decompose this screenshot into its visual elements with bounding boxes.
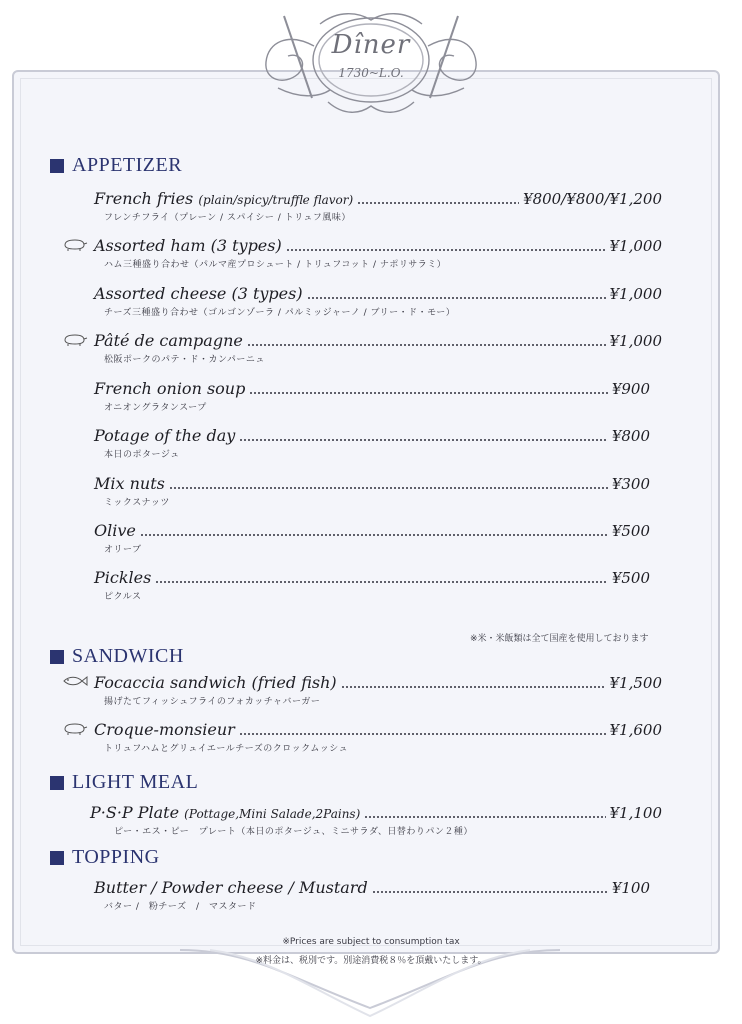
menu-item-assorted-ham bbox=[62, 233, 662, 273]
item-price: ¥300 bbox=[611, 475, 650, 493]
pig-icon bbox=[62, 331, 88, 347]
tax-note-english: ※Prices are subject to consumption tax bbox=[282, 937, 460, 947]
item-japanese: オニオングラタンスープ bbox=[104, 403, 207, 413]
item-price: ¥1,500 bbox=[609, 674, 662, 692]
dot-leader bbox=[239, 439, 608, 441]
item-name: Focaccia sandwich (fried fish) bbox=[94, 673, 337, 692]
emblem-ornament bbox=[248, 2, 494, 124]
section-title: SANDWICH bbox=[72, 645, 184, 667]
dot-leader bbox=[286, 249, 606, 251]
menu-item-focaccia-sandwich bbox=[62, 670, 662, 710]
dot-leader bbox=[239, 733, 606, 735]
item-name: Pâté de campagne bbox=[94, 331, 243, 350]
item-name: French onion soup bbox=[94, 379, 246, 398]
menu-item-toppings bbox=[62, 875, 662, 915]
tax-note-japanese: ※料金は、税別です。別途消費税８％を頂戴いたします。 bbox=[255, 956, 487, 966]
section-topping-heading bbox=[50, 846, 160, 869]
fish-icon bbox=[62, 673, 88, 689]
dot-leader bbox=[169, 487, 608, 489]
emblem-hours: 1730~L.O. bbox=[338, 66, 404, 80]
item-price: ¥1,000 bbox=[609, 332, 662, 350]
dot-leader bbox=[357, 202, 519, 204]
item-japanese: 松阪ポークのパテ・ド・カンパーニュ bbox=[104, 355, 265, 365]
dinner-emblem bbox=[248, 2, 494, 124]
item-name: Olive bbox=[94, 521, 136, 540]
menu-item-mix-nuts bbox=[62, 471, 662, 511]
item-japanese: ハム三種盛り合わせ（パルマ産プロシュート / トリュフコット / ナポリサラミ） bbox=[104, 260, 447, 270]
item-price: ¥900 bbox=[611, 380, 650, 398]
dot-leader bbox=[249, 392, 607, 394]
item-japanese: ピー・エス・ピー プレート（本日のポタージュ、ミニサラダ、日替わりパン２種） bbox=[114, 827, 473, 837]
item-japanese: トリュフハムとグリュイエールチーズのクロックムッシュ bbox=[104, 744, 349, 754]
section-marker bbox=[50, 851, 64, 865]
item-name: Pickles bbox=[94, 568, 152, 587]
dot-leader bbox=[364, 816, 605, 818]
item-price: ¥1,000 bbox=[609, 285, 662, 303]
item-price: ¥800 bbox=[611, 427, 650, 445]
item-price: ¥1,600 bbox=[609, 721, 662, 739]
menu-item-french-onion-soup bbox=[62, 376, 662, 416]
item-price: ¥1,100 bbox=[609, 804, 662, 822]
item-japanese: 揚げたてフィッシュフライのフォカッチャバーガー bbox=[104, 697, 321, 707]
dot-leader bbox=[307, 297, 606, 299]
dot-leader bbox=[247, 344, 606, 346]
menu-item-pickles bbox=[62, 565, 662, 605]
dot-leader bbox=[140, 534, 608, 536]
pig-icon bbox=[62, 720, 88, 736]
item-name: Croque-monsieur bbox=[94, 720, 235, 739]
section-marker bbox=[50, 776, 64, 790]
item-japanese: 本日のポタージュ bbox=[104, 450, 180, 460]
menu-item-psp-plate bbox=[62, 800, 662, 840]
menu-item-assorted-cheese bbox=[62, 281, 662, 321]
section-title: APPETIZER bbox=[72, 154, 183, 176]
dot-leader bbox=[155, 581, 607, 583]
section-sandwich-heading bbox=[50, 645, 184, 668]
item-japanese: ミックスナッツ bbox=[104, 498, 170, 508]
section-marker bbox=[50, 159, 64, 173]
section-title: LIGHT MEAL bbox=[72, 771, 199, 793]
item-name: Mix nuts bbox=[94, 474, 165, 493]
dot-leader bbox=[341, 686, 606, 688]
item-price: ¥500 bbox=[611, 569, 650, 587]
item-name: Potage of the day bbox=[94, 426, 236, 445]
item-price: ¥100 bbox=[611, 879, 650, 897]
item-name: Assorted cheese (3 types) bbox=[94, 284, 303, 303]
section-light-meal-heading bbox=[50, 771, 198, 794]
item-japanese: ピクルス bbox=[104, 592, 142, 602]
menu-item-french-fries bbox=[62, 186, 662, 226]
item-japanese: チーズ三種盛り合わせ（ゴルゴンゾーラ / パルミッジャーノ / ブリー・ド・モー） bbox=[104, 308, 456, 318]
item-name: Butter / Powder cheese / Mustard bbox=[94, 878, 368, 897]
item-price: ¥500 bbox=[611, 522, 650, 540]
item-name: French fries (plain/spicy/truffle flavor) bbox=[94, 189, 354, 208]
dot-leader bbox=[372, 891, 608, 893]
menu-item-olive bbox=[62, 518, 662, 558]
emblem-title: Dîner bbox=[331, 30, 411, 60]
pig-icon bbox=[62, 236, 88, 252]
item-price: ¥1,000 bbox=[609, 237, 662, 255]
menu-item-pate-de-campagne bbox=[62, 328, 662, 368]
menu-item-croque-monsieur bbox=[62, 717, 662, 757]
item-japanese: フレンチフライ（プレーン / スパイシー / トリュフ風味） bbox=[104, 213, 351, 223]
item-price: ¥800/¥800/¥1,200 bbox=[523, 190, 662, 208]
item-japanese: バター / 粉チーズ / マスタード bbox=[104, 902, 257, 912]
menu-item-potage-of-the-day bbox=[62, 423, 662, 463]
section-appetizer-heading bbox=[50, 154, 182, 177]
section-title: TOPPING bbox=[72, 846, 160, 868]
item-japanese: オリーブ bbox=[104, 545, 142, 555]
section-marker bbox=[50, 650, 64, 664]
item-name: Assorted ham (3 types) bbox=[94, 236, 282, 255]
item-name: P·S·P Plate (Pottage,Mini Salade,2Pains) bbox=[90, 803, 361, 822]
ornament-bottom bbox=[170, 938, 570, 1024]
rice-origin-note: ※米・米飯類は全て国産を使用しております bbox=[470, 634, 649, 644]
